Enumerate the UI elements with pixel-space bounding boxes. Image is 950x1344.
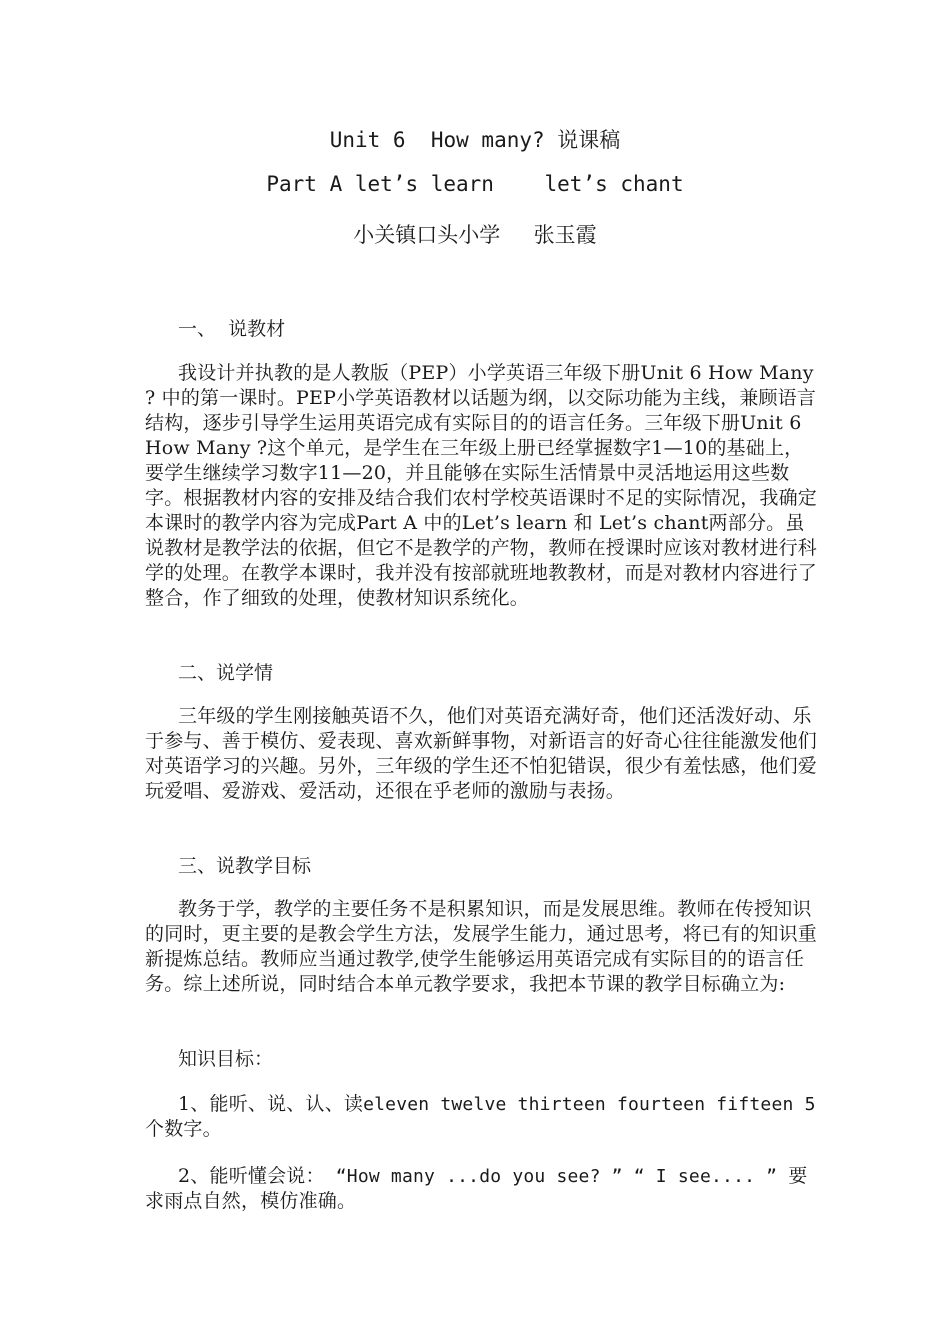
- goal-item-1: [145, 1092, 820, 1142]
- section-heading-3: 三、说教学目标: [178, 855, 312, 877]
- author-line: 小关镇口头小学 张玉霞: [353, 223, 597, 247]
- section-paragraph-1: 我设计并执教的是人教版（PEP）小学英语三年级下册Unit 6 How Many ? 中的第一课时。PEP小学英语教材以话题为纲，以交际功能为主线，兼顾语言结构，逐步引导学生运用英语完成有实际目的的语言任务。三年级下册Unit 6 How Many ?这个单元，是学生在三年级上册已经掌握数字1—10的基础上，要学生继续学习数字11—20，并且能够在实际生活情景中灵活地运用这些数字。根据教材内容的安排及结合我们农村学校英语课时不足的实际情况，我确定本课时的教学内容为完成Part A 中的Let’s learn 和 Let’s chant两部分。虽说教材是教学法的依据，但它不是教学的产物，教师在授课时应该对教材进行科学的处理。在教学本课时，我并没有按部就班地教教材，而是对教材内容进行了整合，作了细致的处理，使教材知识系统化。: [145, 362, 818, 609]
- document-subtitle: Part A let’s learn let’s chant: [266, 172, 684, 196]
- knowledge-goals-heading: 知识目标：: [178, 1048, 274, 1070]
- section-heading-2: 二、说学情: [178, 662, 274, 684]
- document-title: Unit 6 How many? 说课稿: [329, 128, 621, 152]
- goal-1-prefix: 1、能听、说、认、读: [178, 1093, 364, 1115]
- goal-1-words: eleven twelve thirteen fourteen fifteen 5: [363, 1094, 816, 1115]
- section-heading-1: 一、 说教材: [178, 318, 286, 340]
- section-paragraph-3: 教务于学，教学的主要任务不是积累知识，而是发展思维。教师在传授知识的同时，更主要的是教会学生方法，发展学生能力，通过思考，将已有的知识重新提炼总结。教师应当通过教学,使学生能够运用英语完成有实际目的的语言任务。综上述所说，同时结合本单元教学要求，我把本节课的教学目标确立为:: [145, 898, 818, 995]
- goal-item-2: [145, 1164, 820, 1214]
- goal-1-suffix: 个数字。: [145, 1118, 222, 1140]
- goal-2-quote: “How many ...do you see? ” “ I see.... ”: [324, 1166, 789, 1187]
- section-paragraph-2: 三年级的学生刚接触英语不久，他们对英语充满好奇，他们还活泼好动、乐于参与、善于模仿、爱表现、喜欢新鲜事物，对新语言的好奇心往往能激发他们对英语学习的兴趣。另外，三年级的学生还不怕犯错误，很少有羞怯感，他们爱玩爱唱、爱游戏、爱活动，还很在乎老师的激励与表扬。: [145, 705, 818, 802]
- goal-2-suffix: 要求雨点自然，模仿准确。: [145, 1165, 808, 1212]
- goal-2-prefix: 2、能听懂会说：: [178, 1165, 325, 1187]
